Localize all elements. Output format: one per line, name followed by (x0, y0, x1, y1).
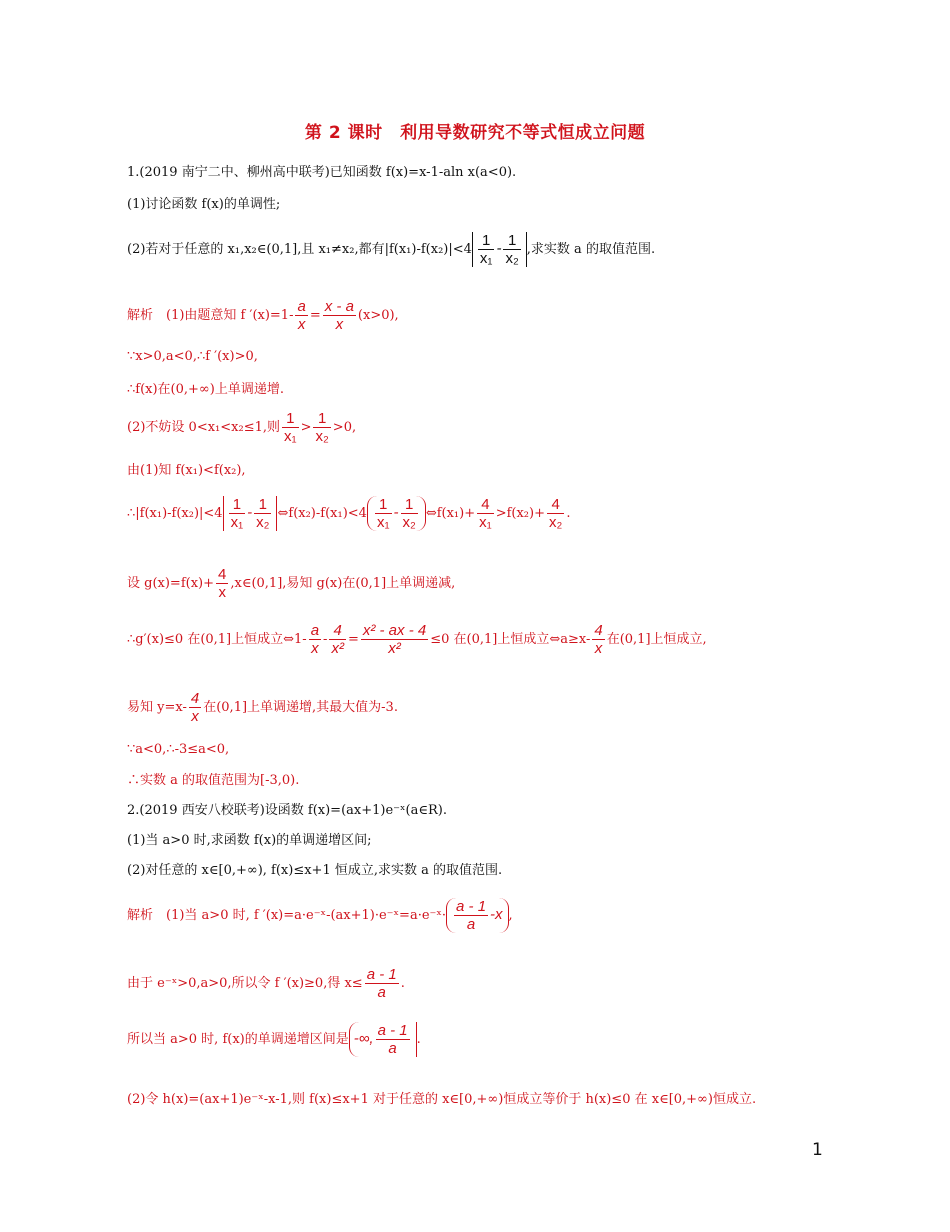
solution-1-line-4: (2)不妨设 0<x₁<x₂≤1,则 $\frac{1}{\text{x₁}}$ > $\frac{1}{\text{x₂}}$ >0, (127, 410, 357, 445)
solution-1-line-8: ∴g′(x)≤0 在(0,1]上恒成立⇔1- $\frac{a}{x}$ - $\frac{4}{\text{x²}}$ = $\frac{\text{x² - ax - 4}}{\text{x²}}$ ≤0 在(0,1]上恒成立⇔a≥x- $\frac{4}{x}$ 在(0,1]上恒成立, (127, 622, 707, 657)
problem-1-question-1: (1)讨论函数 f(x)的单调性; (127, 197, 281, 212)
solution-1-line-2: ∵x>0,a<0,∴f ′(x)>0, (127, 349, 258, 364)
solution-1-line-5: 由(1)知 f(x₁)<f(x₂), (127, 463, 246, 478)
solution-1-line-1: 解析 (1)由题意知 f ′(x)=1- $\frac{a}{x}$ = $\frac{x - a}{x}$ (x>0), (127, 298, 399, 333)
solution-1-line-10: ∵a<0,∴-3≤a<0, (127, 742, 230, 757)
page-number: 1 (812, 1140, 823, 1160)
solution-1-line-7: 设 g(x)=f(x)+ $\frac{4}{x}$ ,x∈(0,1],易知 g(x)在(0,1]上单调递减, (127, 566, 456, 601)
solution-2-line-3: 所以当 a>0 时, f(x)的单调递增区间是 -∞, $\frac{a - 1}{a}$ . (127, 1022, 421, 1057)
solution-2-line-1: 解析 (1)当 a>0 时, f ′(x)=a·e⁻ˣ-(ax+1)·e⁻ˣ=a·e⁻ˣ· $\frac{a - 1}{a}$ -x , (127, 898, 513, 933)
problem-2-stem: 2.(2019 西安八校联考)设函数 f(x)=(ax+1)e⁻ˣ(a∈R). (127, 803, 447, 818)
problem-1-question-2: (2)若对于任意的 x₁,x₂∈(0,1],且 x₁≠x₂,都有|f(x₁)-f(x₂)|<4 $\frac{1}{\text{x₁}}$ - $\frac{1}{\text{x₂}}$ ,求实数 a 的取值范围. (127, 232, 656, 267)
problem-1-stem: 1.(2019 南宁二中、柳州高中联考)已知函数 f(x)=x-1-aln x(a<0). (127, 165, 517, 180)
solution-2-line-2: 由于 e⁻ˣ>0,a>0,所以令 f ′(x)≥0,得 x≤ $\frac{a - 1}{a}$ . (127, 966, 405, 1001)
page-title: 第 2 课时 利用导数研究不等式恒成立问题 (304, 123, 646, 143)
problem-2-question-2: (2)对任意的 x∈[0,+∞), f(x)≤x+1 恒成立,求实数 a 的取值范围. (127, 863, 503, 878)
solution-1-line-6: ∴|f(x₁)-f(x₂)|<4 $\frac{1}{\text{x₁}}$ - $\frac{1}{\text{x₂}}$ ⇔f(x₂)-f(x₁)<4 $\frac{1}{\text{x₁}}$ - $\frac{1}{\text{x₂}}$ ⇔f(x₁)+ $\frac{4}{\text{x₁}}$ >f(x₂)+ $\frac{4}{\text{x₂}}$ . (127, 496, 571, 531)
solution-2-line-4: (2)令 h(x)=(ax+1)e⁻ˣ-x-1,则 f(x)≤x+1 对于任意的 x∈[0,+∞)恒成立等价于 h(x)≤0 在 x∈[0,+∞)恒成立. (127, 1092, 757, 1107)
solution-1-line-3: ∴f(x)在(0,+∞)上单调递增. (127, 382, 284, 397)
abs-reciprocal-diff: $\frac{1}{\text{x₁}}$ - $\frac{1}{\text{x₂}}$ (472, 232, 527, 267)
solution-1-line-9: 易知 y=x- $\frac{4}{x}$ 在(0,1]上单调递增,其最大值为-3. (127, 690, 398, 725)
solution-1-line-11: ∴实数 a 的取值范围为[-3,0). (127, 773, 300, 788)
problem-2-question-1: (1)当 a>0 时,求函数 f(x)的单调递增区间; (127, 833, 372, 848)
